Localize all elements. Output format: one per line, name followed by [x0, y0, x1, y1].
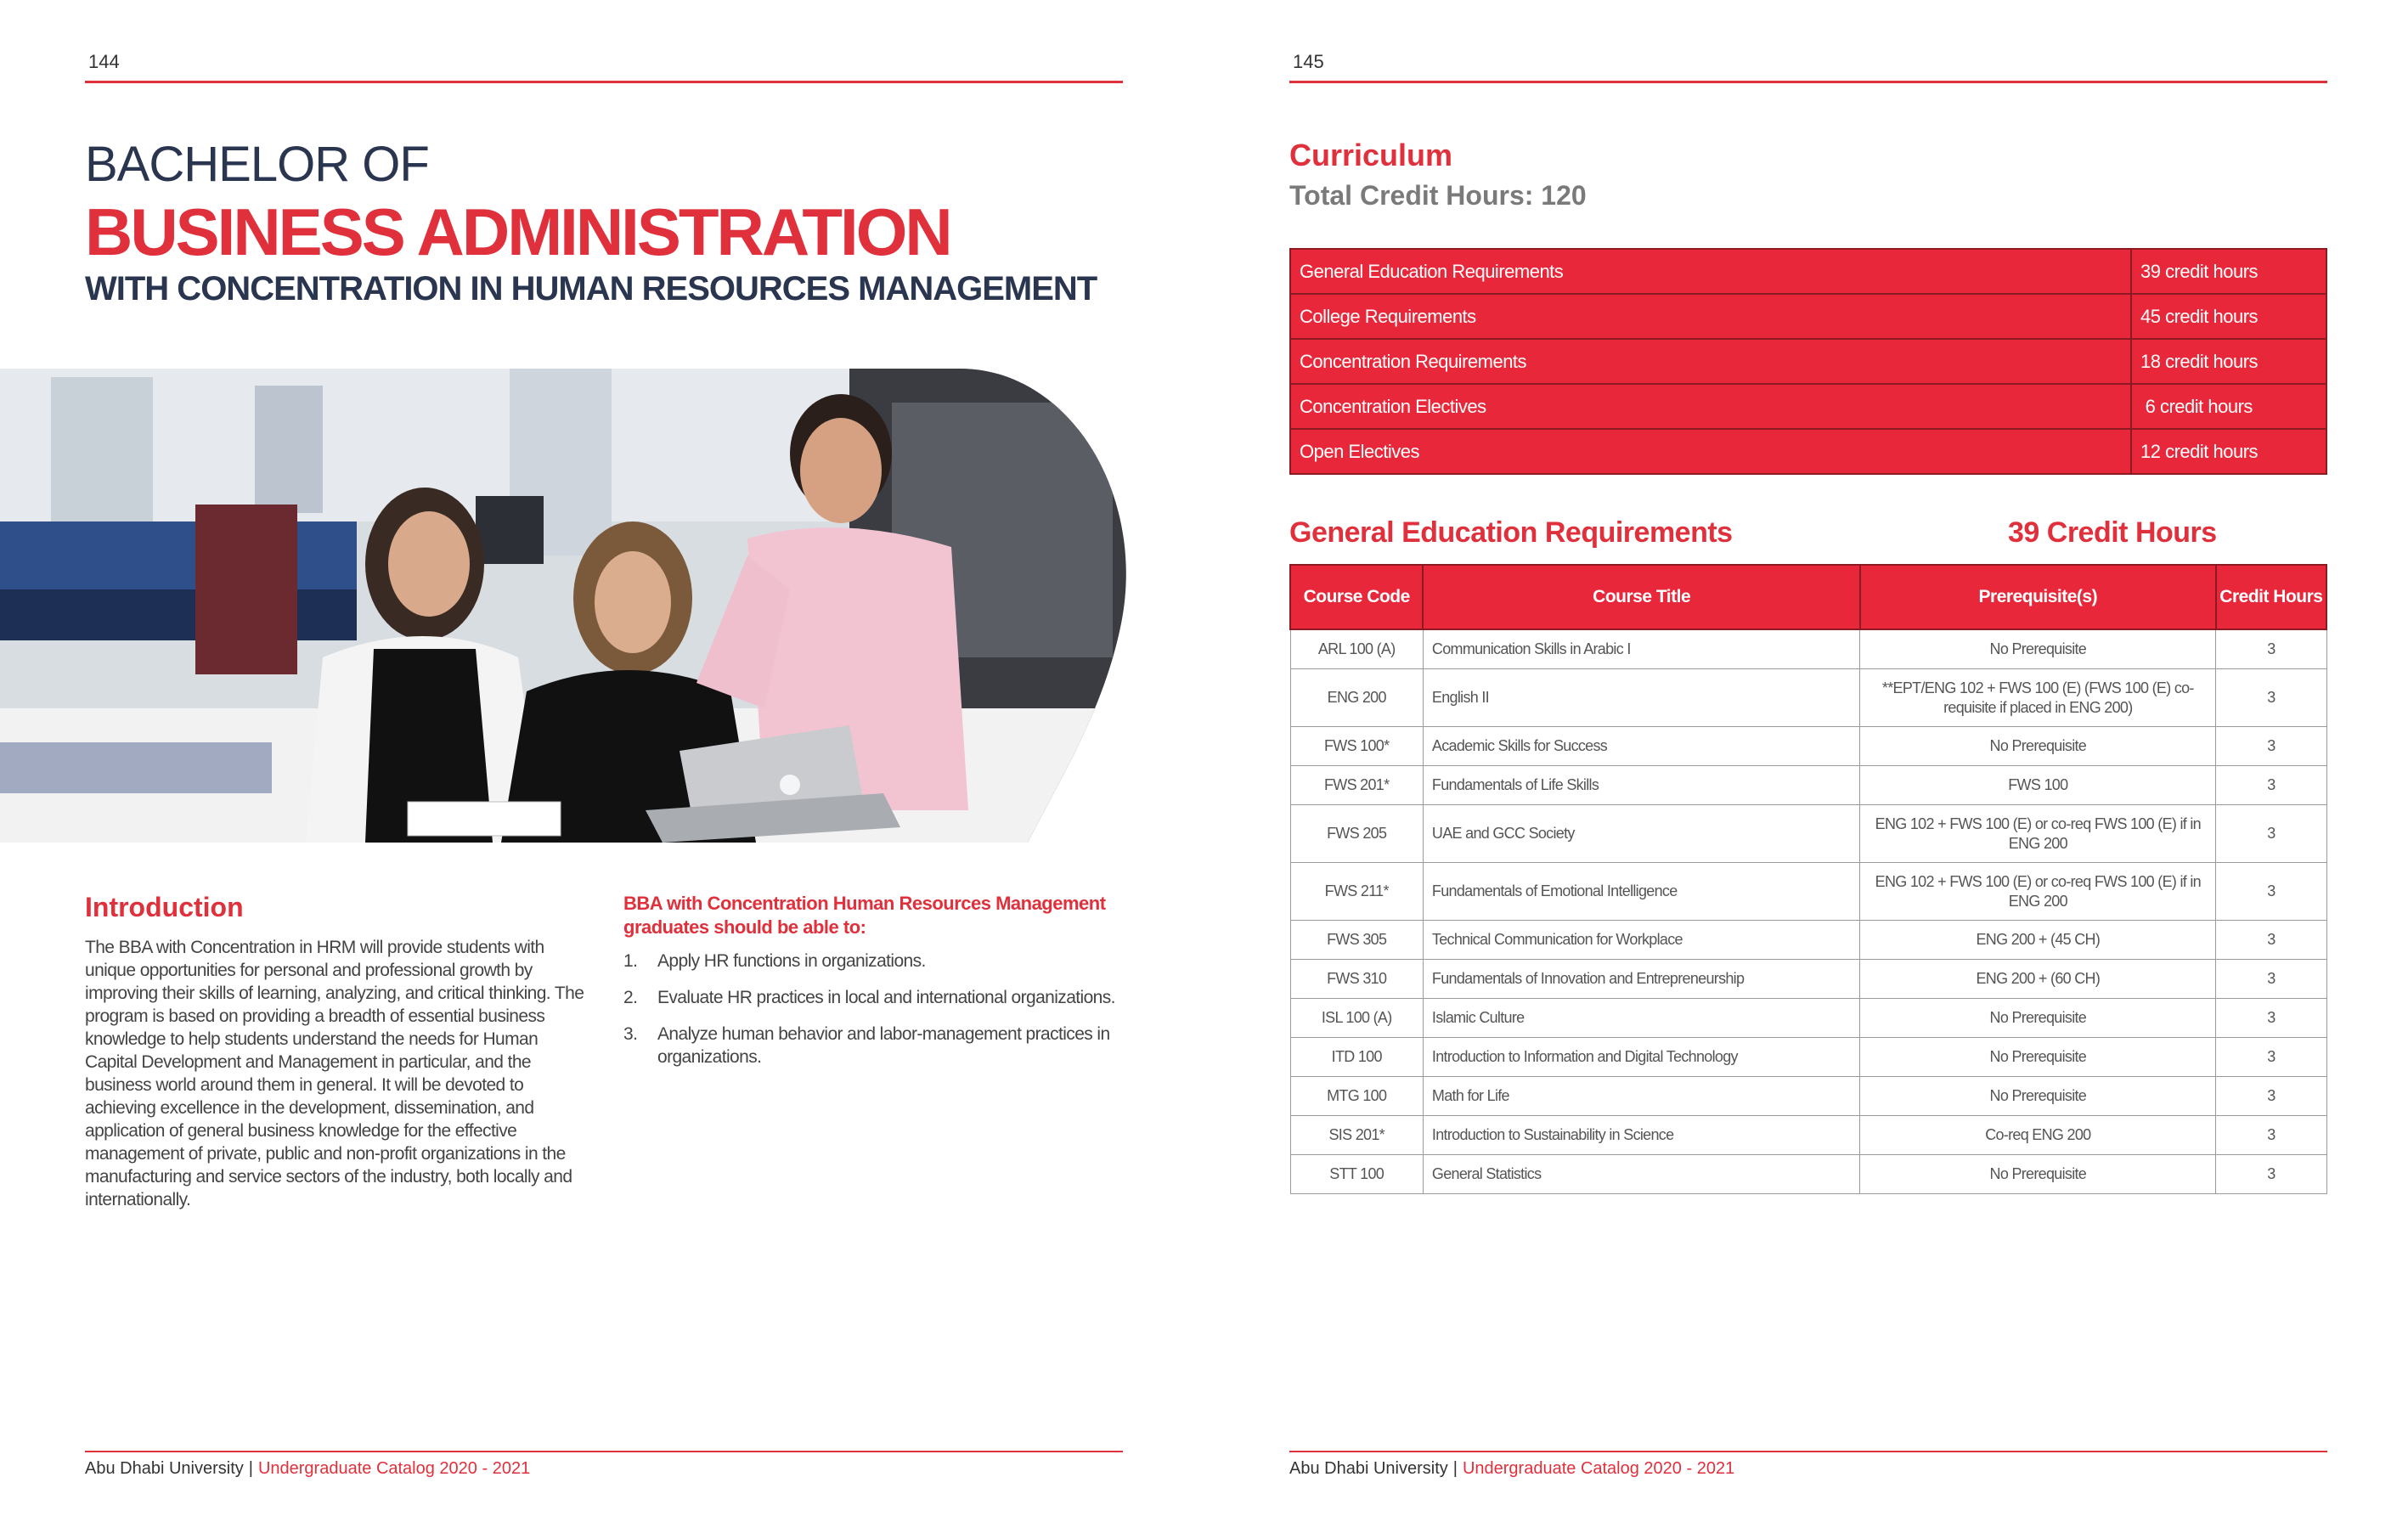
program-title-line3: WITH CONCENTRATION IN HUMAN RESOURCES MANAGEMENT — [85, 270, 1097, 307]
ge-credit-hours: 39 Credit Hours — [2008, 516, 2217, 549]
table-row: FWS 100* Academic Skills for Success No Prerequisite 3 — [1290, 727, 2326, 766]
footer-catalog: Undergraduate Catalog 2020 - 2021 — [1462, 1459, 1735, 1478]
header-rule — [1289, 81, 2327, 83]
col-course-title: Course Title — [1423, 565, 1859, 629]
table-row: STT 100 General Statistics No Prerequisite 3 — [1290, 1155, 2326, 1194]
col-credit-hours: Credit Hours — [2216, 565, 2326, 629]
intro-paragraph: The BBA with Concentration in HRM will provide students with unique opportunities for personal and professional growth by improving their skills of learning, analyzing, and critical thinking. The program is based on providing a breadth of essential business knowledge to help students understand the needs for Human Capital Development and Management in particular, and the business world around them in general. It will be devoted to achieving excellence in the development, dissemination, and application of general business knowledge for the effective management of private, public and non-profit organizations in the manufacturing and service sectors of the industry, both locally and internationally. — [85, 938, 584, 1209]
curriculum-heading: Curriculum — [1289, 138, 1453, 172]
list-item: 2. Evaluate HR practices in local and international organizations. — [623, 988, 1115, 1007]
table-row: ARL 100 (A) Communication Skills in Arabic I No Prerequisite 3 — [1290, 629, 2326, 669]
program-title-line2: BUSINESS ADMINISTRATION — [85, 194, 950, 269]
program-title-line1: BACHELOR OF — [85, 137, 429, 192]
table-row: FWS 211* Fundamentals of Emotional Intelligence ENG 102 + FWS 100 (E) or co-req FWS 100 (E) if in ENG 200 3 — [1290, 863, 2326, 921]
table-row: FWS 205 UAE and GCC Society ENG 102 + FWS 100 (E) or co-req FWS 100 (E) if in ENG 200 3 — [1290, 805, 2326, 863]
list-item: 1. Apply HR functions in organizations. — [623, 951, 926, 971]
list-item: 3. Analyze human behavior and labor-management practices in organizations. — [623, 1024, 1110, 1067]
table-row: General Education Requirements 39 credit hours — [1290, 249, 2326, 294]
table-row: Concentration Requirements 18 credit hours — [1290, 339, 2326, 384]
table-row: SIS 201* Introduction to Sustainability in Science Co-req ENG 200 3 — [1290, 1116, 2326, 1155]
table-row: FWS 310 Fundamentals of Innovation and Entrepreneurship ENG 200 + (60 CH) 3 — [1290, 960, 2326, 999]
table-row: Open Electives 12 credit hours — [1290, 429, 2326, 474]
col-prerequisites: Prerequisite(s) — [1860, 565, 2216, 629]
table-row: Concentration Electives 6 credit hours — [1290, 384, 2326, 429]
page-number: 144 — [88, 51, 120, 72]
table-row: ENG 200 English II **EPT/ENG 102 + FWS 100 (E) (FWS 100 (E) co-requisite if placed in ENG 200) 3 — [1290, 669, 2326, 727]
page-number: 145 — [1293, 51, 1324, 72]
table-header-row — [1290, 565, 2326, 629]
intro-heading: Introduction — [85, 892, 244, 922]
table-row: FWS 305 Technical Communication for Workplace ENG 200 + (45 CH) 3 — [1290, 921, 2326, 960]
total-credit-hours: Total Credit Hours: 120 — [1289, 180, 1587, 211]
footer-org: Abu Dhabi University — [85, 1459, 244, 1478]
table-row: FWS 201* Fundamentals of Life Skills FWS 100 3 — [1290, 766, 2326, 805]
credit-summary-table — [1289, 248, 2327, 475]
header-rule — [85, 81, 1123, 83]
course-table — [1289, 564, 2327, 1194]
footer-rule — [85, 1451, 1123, 1452]
ge-heading: General Education Requirements — [1289, 516, 1733, 549]
table-row: ISL 100 (A) Islamic Culture No Prerequisite 3 — [1290, 999, 2326, 1038]
table-row: ITD 100 Introduction to Information and Digital Technology No Prerequisite 3 — [1290, 1038, 2326, 1077]
footer-org: Abu Dhabi University — [1289, 1459, 1448, 1478]
footer-rule — [1289, 1451, 2327, 1452]
right-page — [1204, 0, 2408, 1539]
outcomes-list — [623, 950, 1133, 1082]
outcomes-heading: BBA with Concentration Human Resources Management graduates should be able to: — [623, 893, 1106, 938]
students-photo — [0, 369, 1130, 843]
col-course-code: Course Code — [1290, 565, 1423, 629]
footer-catalog: Undergraduate Catalog 2020 - 2021 — [257, 1459, 531, 1478]
footer: Abu Dhabi University | Undergraduate Catalog 2020 - 2021 — [1289, 1459, 1735, 1478]
table-row: MTG 100 Math for Life No Prerequisite 3 — [1290, 1077, 2326, 1116]
footer: Abu Dhabi University | Undergraduate Catalog 2020 - 2021 — [85, 1459, 531, 1478]
table-row: College Requirements 45 credit hours — [1290, 294, 2326, 339]
